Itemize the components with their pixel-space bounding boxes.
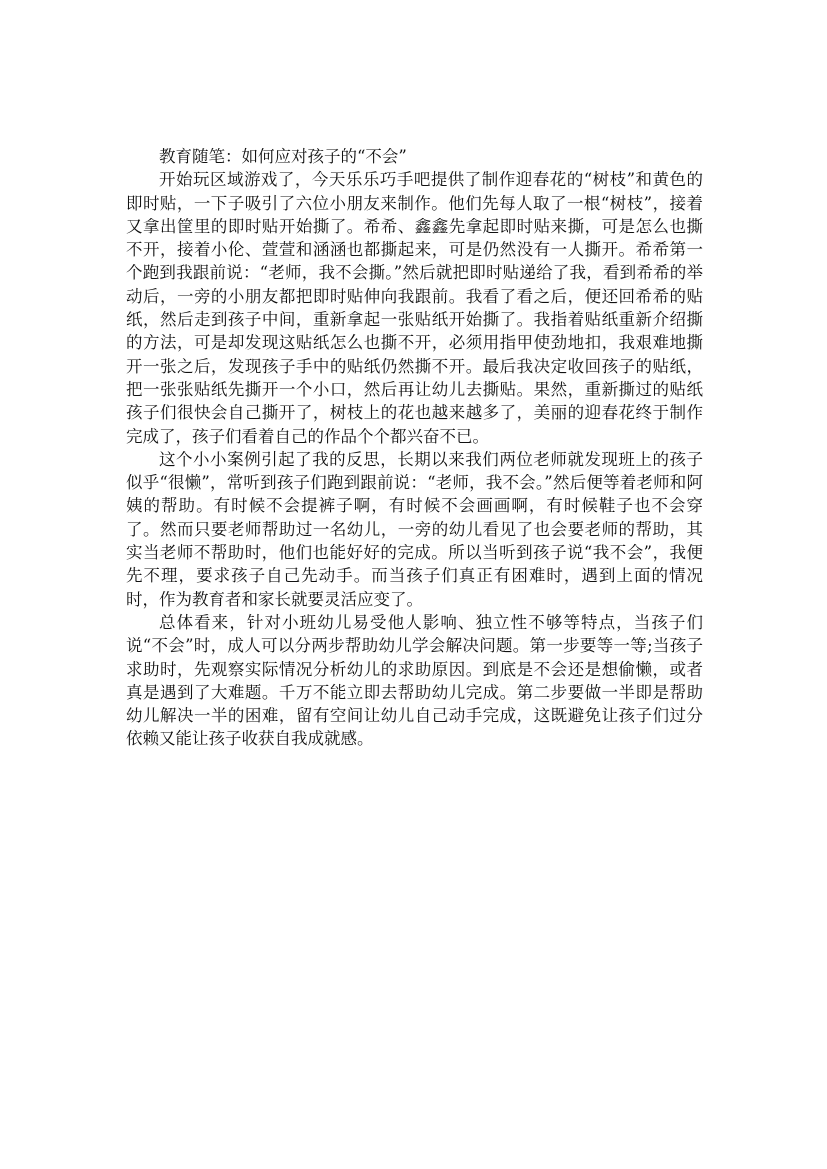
paragraph-2: 这个小小案例引起了我的反思，长期以来我们两位老师就发现班上的孩子似乎“很懒”，常听到孩子们跑到跟前说：“老师，我不会。”然后便等着老师和阿姨的帮助。有时候不会提裤子啊，有时候不会画画啊，有时候鞋子也不会穿了。然而只要老师帮助过一名幼儿，一旁的幼儿看见了也会要老师的帮助，其实当老师不帮助时，他们也能好好的完成。所以当听到孩子说“我不会”，我便先不理，要求孩子自己先动手。而当孩子们真正有困难时，遇到上面的情况时，作为教育者和家长就要灵活应变了。 — [126, 449, 703, 609]
document-title: 教育随笔：如何应对孩子的“不会” — [159, 147, 407, 166]
paragraph-1: 开始玩区域游戏了，今天乐乐巧手吧提供了制作迎春花的“树枝”和黄色的即时贴，一下子吸引了六位小朋友来制作。他们先每人取了一根“树枝”，接着又拿出筐里的即时贴开始撕了。希希、鑫鑫先拿起即时贴来撕，可是怎么也撕不开，接着小伦、萱萱和涵涵也都撕起来，可是仍然没有一人撕开。希希第一个跑到我跟前说：“老师，我不会撕。”然后就把即时贴递给了我，看到希希的举动后，一旁的小朋友都把即时贴伸向我跟前。我看了看之后，便还回希希的贴纸，然后走到孩子中间，重新拿起一张贴纸开始撕了。我指着贴纸重新介绍撕的方法，可是却发现这贴纸怎么也撕不开，必须用指甲使劲地扣，我艰难地撕开一张之后，发现孩子手中的贴纸仍然撕不开。最后我决定收回孩子的贴纸，把一张张贴纸先撕开一个小口，然后再让幼儿去撕贴。果然，重新撕过的贴纸孩子们很快会自己撕开了，树枝上的花也越来越多了，美丽的迎春花终于制作完成了，孩子们看着自己的作品个个都兴奋不已。 — [126, 170, 703, 446]
paragraph-3: 总体看来，针对小班幼儿易受他人影响、独立性不够等特点，当孩子们说“不会”时，成人可以分两步帮助幼儿学会解决问题。第一步要等一等;当孩子求助时，先观察实际情况分析幼儿的求助原因。到底是不会还是想偷懒，或者真是遇到了大难题。千万不能立即去帮助幼儿完成。第二步要做一半即是帮助幼儿解决一半的困难，留有空间让幼儿自己动手完成，这既避免让孩子们过分依赖又能让孩子收获自我成就感。 — [126, 612, 703, 749]
document-body — [126, 145, 703, 751]
